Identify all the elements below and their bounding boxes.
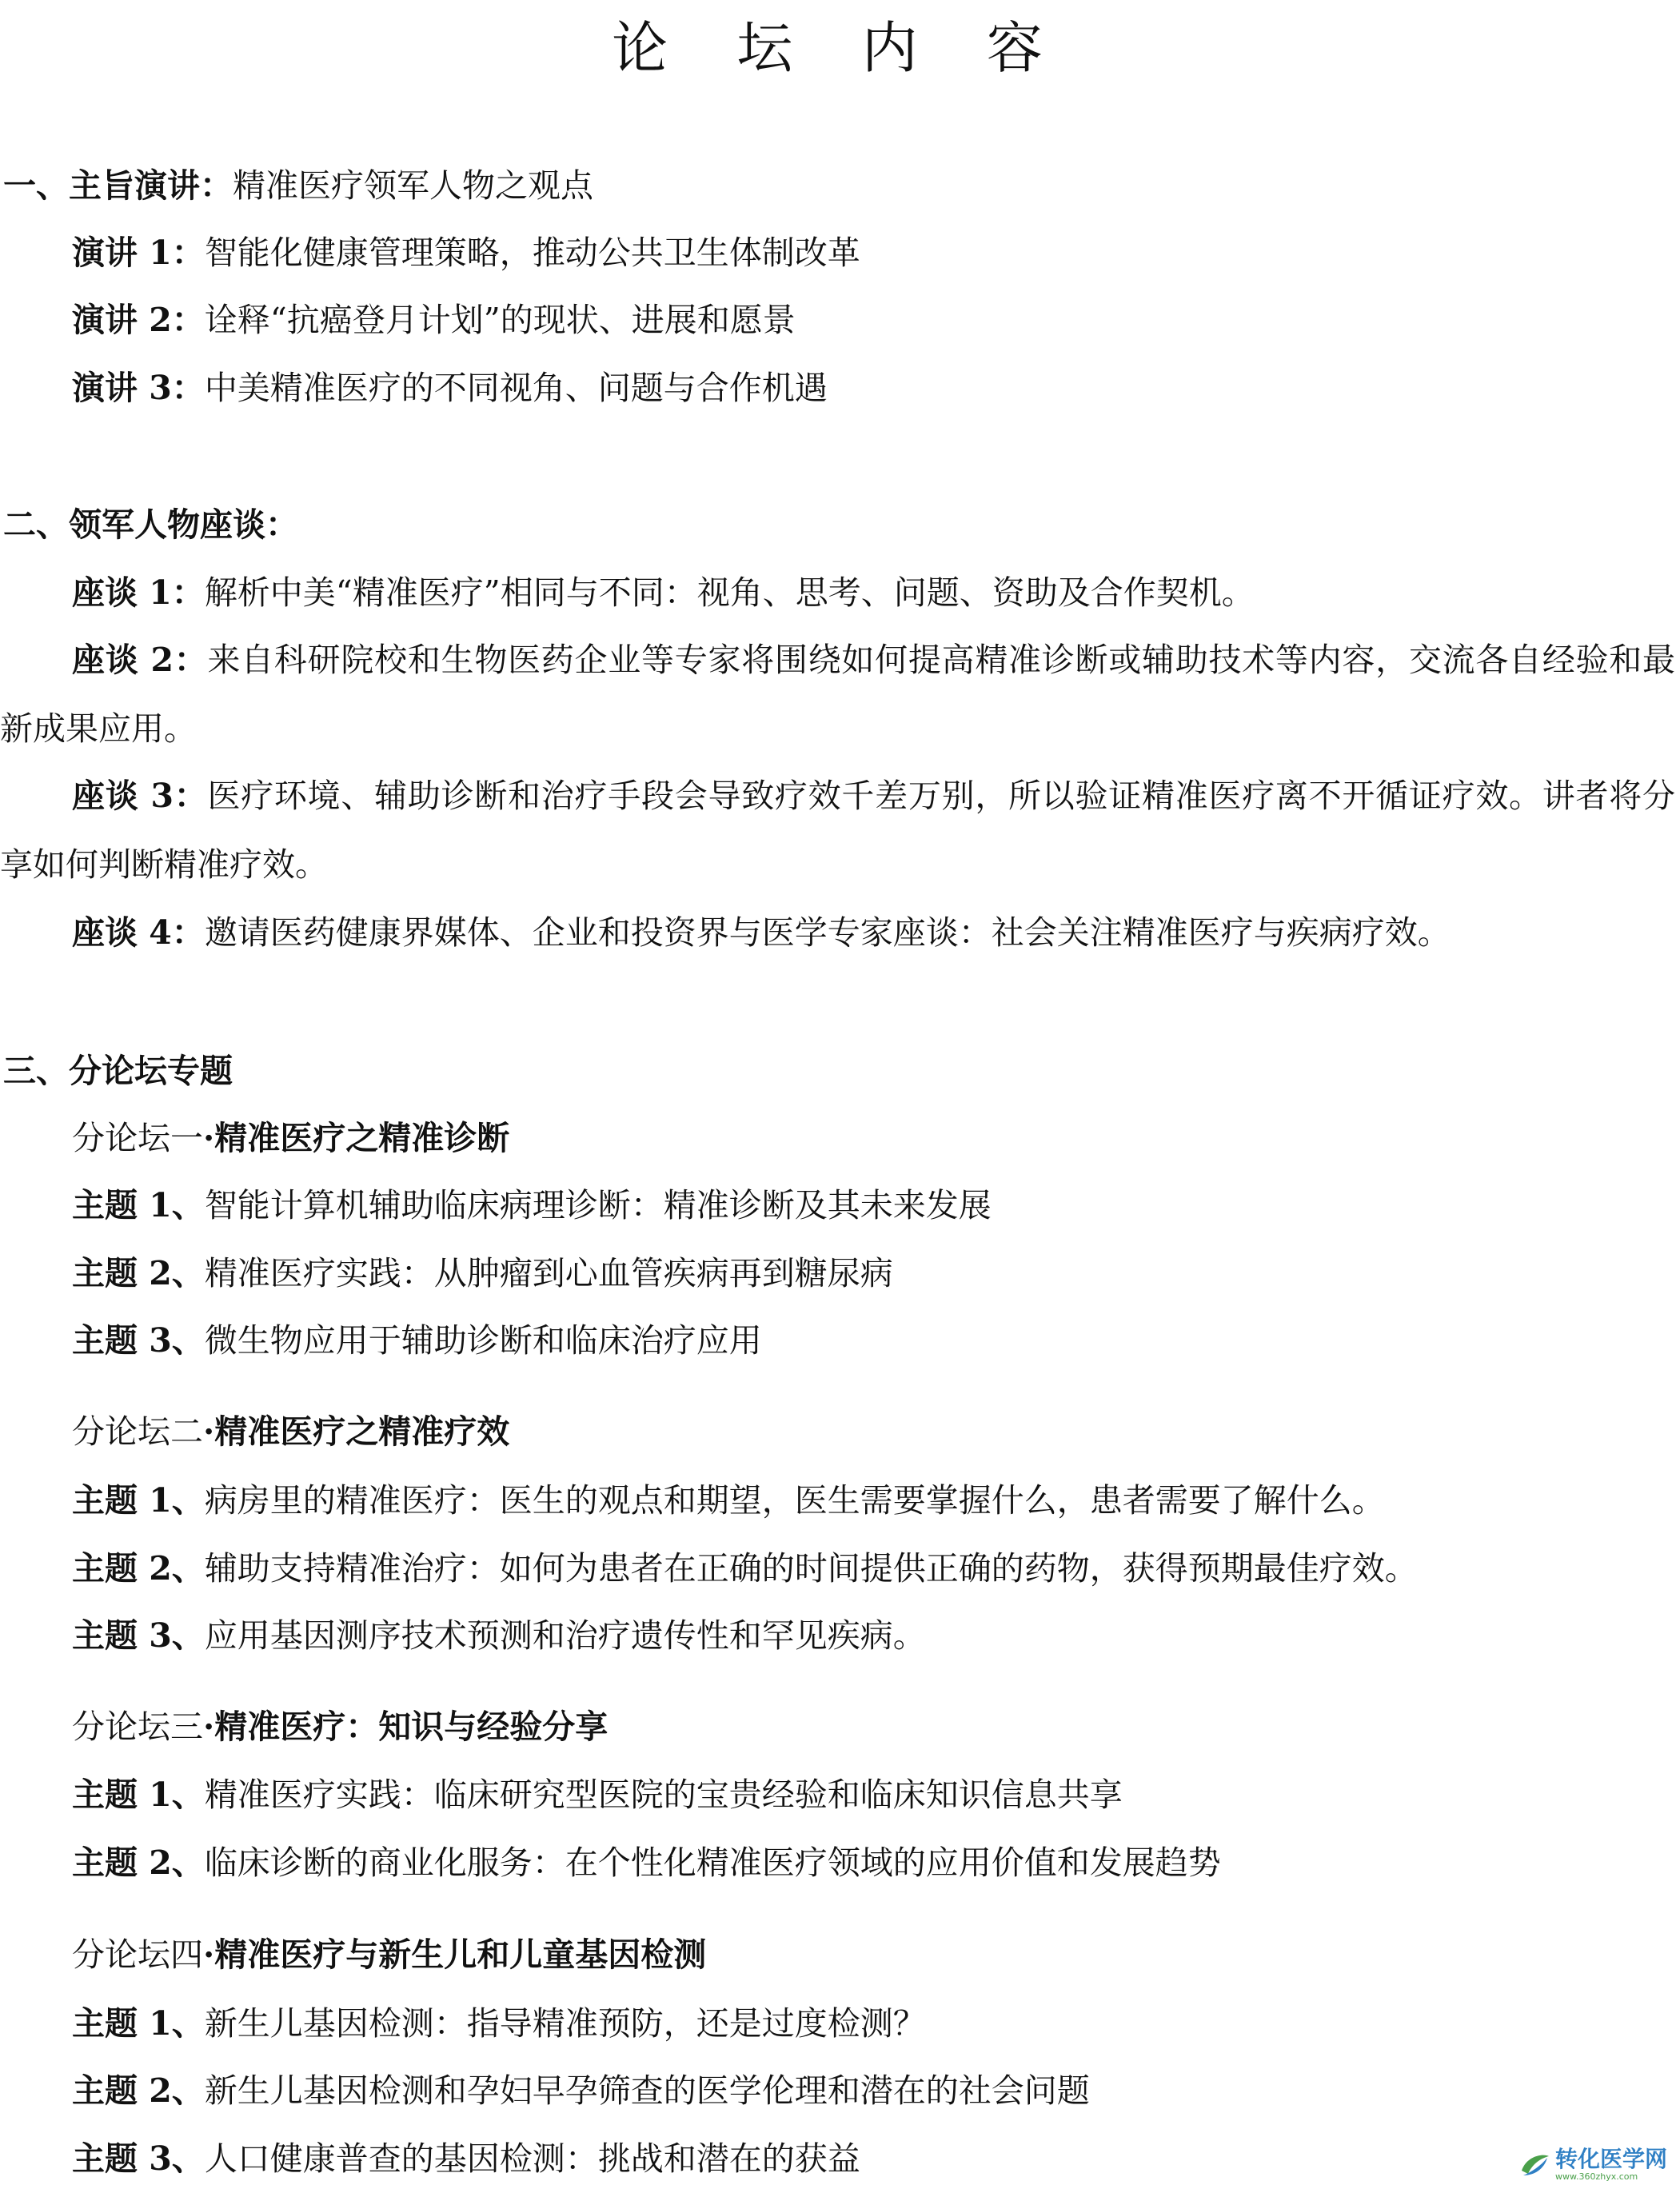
forum-heading [0,1934,1680,1975]
panel-item [0,572,1680,613]
section-heading-label: 一、主旨演讲： [3,166,233,205]
watermark-url: www.360zhyx.com [1554,2171,1638,2182]
topic-item [0,1842,1680,1883]
topic-item [0,1548,1680,1589]
topic-label: 主题 2、 [72,2071,205,2110]
section-heading-label: 三、分论坛专题 [3,1052,233,1090]
forum-dot: · [203,1935,215,1974]
forum-heading [0,1706,1680,1748]
forum-name: 精准医疗：知识与经验分享 [214,1708,609,1746]
watermark-name: 转化医学网 [1554,2146,1667,2172]
topic-label: 主题 1、 [72,1776,205,1814]
forum-name: 精准医疗之精准诊断 [214,1119,510,1157]
keynote-item [0,367,1680,409]
topic-item [0,1480,1680,1521]
item-label: 座谈 4： [72,913,205,952]
topic-item [0,2070,1680,2111]
topic-text: 新生儿基因检测：指导精准预防，还是过度检测？ [204,2004,926,2043]
item-text: 来自科研院校和生物医药企业等专家将围绕如何提高精准诊断或辅助技术等内容，交流各自经验和最新成果应用。 [0,641,1675,748]
forum-label: 分论坛二 [72,1412,203,1451]
item-label: 演讲 3： [72,369,205,407]
item-text: 诠释“抗癌登月计划”的现状、进展和愿景 [204,301,796,339]
topic-text: 智能计算机辅助临床病理诊断：精准诊断及其未来发展 [204,1186,992,1224]
topic-text: 临床诊断的商业化服务：在个性化精准医疗领域的应用价值和发展趋势 [204,1843,1221,1882]
item-label: 座谈 2： [72,641,208,679]
topic-text: 精准医疗实践：临床研究型医院的宝贵经验和临床知识信息共享 [204,1776,1123,1814]
section-heading-forums [0,1050,1680,1092]
topic-label: 主题 2、 [72,1549,205,1588]
topic-item [0,1774,1680,1816]
item-text: 智能化健康管理策略，推动公共卫生体制改革 [204,234,860,272]
topic-text: 应用基因测序技术预测和治疗遗传性和罕见疾病。 [204,1616,926,1655]
forum-name: 精准医疗与新生儿和儿童基因检测 [214,1935,707,1974]
forum-label: 分论坛三 [72,1708,203,1746]
panel-item [0,761,1675,899]
topic-label: 主题 1、 [72,1186,205,1224]
forum-heading [0,1117,1680,1159]
forum-dot: · [203,1412,215,1451]
topic-label: 主题 2、 [72,1254,205,1292]
page-title: 论 坛 内 容 [612,15,1068,81]
topic-text: 新生儿基因检测和孕妇早孕筛查的医学伦理和潜在的社会问题 [204,2071,1090,2110]
panel-item [0,625,1675,763]
topic-label: 主题 1、 [72,2004,205,2043]
keynote-item [0,299,1680,341]
topic-item [0,2003,1680,2044]
panel-item [0,912,1680,953]
section-heading-text: 精准医疗领军人物之观点 [233,166,593,205]
topic-item [0,2138,1680,2182]
topic-text: 辅助支持精准治疗：如何为患者在正确的时间提供正确的药物，获得预期最佳疗效。 [204,1549,1418,1588]
forum-label: 分论坛四 [72,1935,203,1974]
topic-item [0,1252,1680,1294]
item-text: 中美精准医疗的不同视角、问题与合作机遇 [204,369,828,407]
topic-label: 主题 3、 [72,1321,205,1360]
item-text: 邀请医药健康界媒体、企业和投资界与医学专家座谈：社会关注精准医疗与疾病疗效。 [204,913,1451,952]
forum-heading [0,1411,1680,1452]
forum-dot: · [203,1119,215,1157]
topic-label: 主题 2、 [72,1843,205,1882]
topic-text: 人口健康普查的基因检测：挑战和潜在的获益 [204,2139,860,2178]
topic-item [0,1615,1680,1656]
topic-label: 主题 3、 [72,1616,205,1655]
topic-item [0,1184,1680,1226]
leaf-swoosh-logo-icon [1518,2151,1552,2179]
topic-text: 精准医疗实践：从肿瘤到心血管疾病再到糖尿病 [204,1254,893,1292]
topic-label: 主题 3、 [72,2139,205,2178]
item-label: 座谈 3： [72,777,208,815]
topic-text: 病房里的精准医疗：医生的观点和期望，医生需要掌握什么，患者需要了解什么。 [204,1481,1385,1520]
item-text: 医疗环境、辅助诊断和治疗手段会导致疗效千差万别，所以验证精准医疗离不开循证疗效。讲者将分享如何判断精准疗效。 [0,777,1675,884]
topic-item [0,1320,1680,1361]
forum-label: 分论坛一 [72,1119,203,1157]
item-label: 座谈 1： [72,573,205,612]
topic-text: 微生物应用于辅助诊断和临床治疗应用 [204,1321,762,1360]
forum-name: 精准医疗之精准疗效 [214,1412,510,1451]
section-heading-panel [0,504,1680,545]
keynote-item [0,232,1680,274]
item-label: 演讲 2： [72,301,205,339]
section-heading-label: 二、领军人物座谈： [3,505,298,544]
forum-dot: · [203,1708,215,1746]
item-label: 演讲 1： [72,234,205,272]
section-heading-keynote [0,165,1680,206]
watermark [1518,2148,1667,2181]
topic-label: 主题 1、 [72,1481,205,1520]
item-text: 解析中美“精准医疗”相同与不同：视角、思考、问题、资助及合作契机。 [204,573,1255,612]
